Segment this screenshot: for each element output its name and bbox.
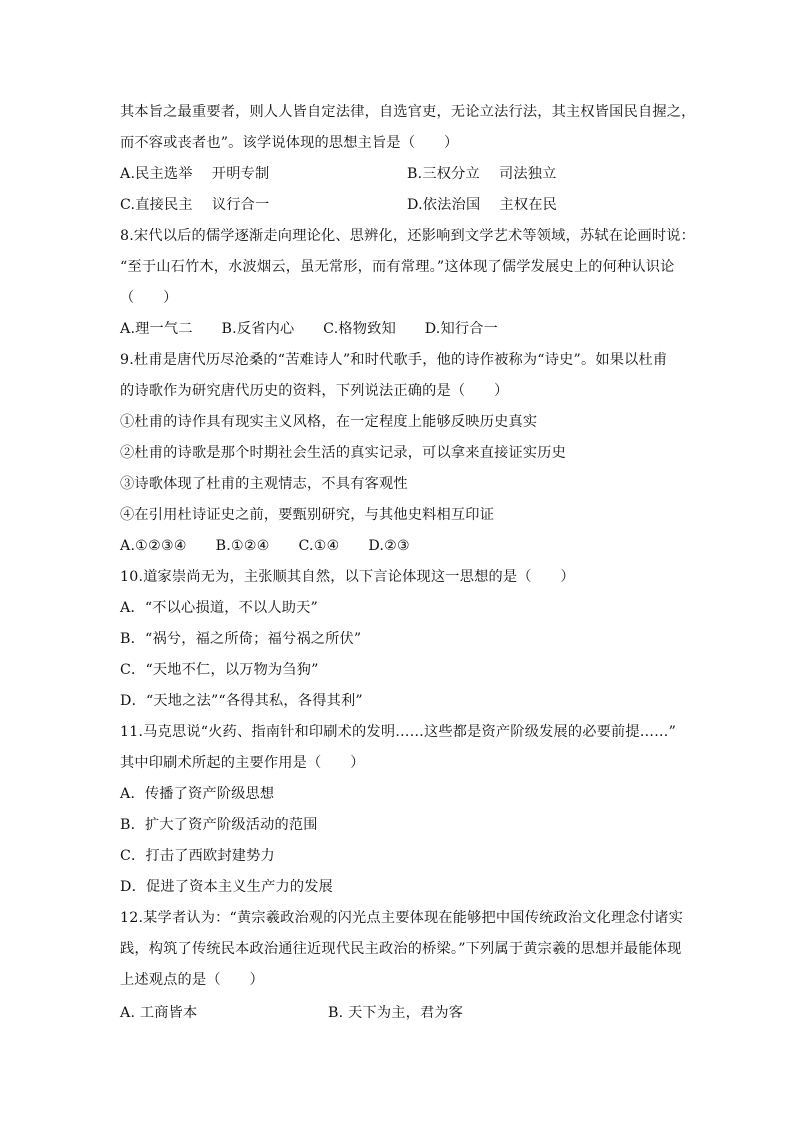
q7-option-a: A.民主选举 开明专制 [120, 166, 270, 182]
q9-options: A.①②③④ B.①②④ C.①④ D.②③ [120, 538, 410, 554]
q10-option-a: A．“不以心损道，不以人助天” [120, 600, 319, 616]
q9-statement-4: ④在引用杜诗证史之前，要甄别研究，与其他史料相互印证 [120, 507, 495, 523]
q12-option-b: B. 天下为主，君为客 [328, 1005, 464, 1021]
q7-option-c: C.直接民主 议行合一 [120, 197, 270, 213]
q10-option-d: D．“天地之法”“各得其私，各得其利” [120, 693, 363, 709]
q8-stem-line-1: 8.宋代以后的儒学逐渐走向理论化、思辨化，还影响到文学艺术等领域，苏轼在论画时说： [120, 228, 696, 244]
q8-options: A.理一气二 B.反省内心 C.格物致知 D.知行合一 [120, 321, 499, 337]
q10-option-b: B．“祸兮，福之所倚；福兮祸之所伏” [120, 631, 362, 647]
q11-option-d: D．促进了资本主义生产力的发展 [120, 879, 334, 895]
q9-stem-line-2: 的诗歌作为研究唐代历史的资料，下列说法正确的是（ ） [120, 383, 509, 399]
q12-stem-line-3: 上述观点的是（ ） [120, 972, 264, 988]
q12-option-a: A. 工商皆本 [120, 1005, 198, 1021]
q12-stem-line-2: 践，构筑了传统民本政治通往近现代民主政治的桥梁。”下列属于黄宗羲的思想并最能体现 [120, 941, 682, 957]
q9-statement-1: ①杜甫的诗作具有现实主义风格，在一定程度上能够反映历史真实 [120, 414, 538, 430]
q9-statement-3: ③诗歌体现了杜甫的主观情志，不具有客观性 [120, 476, 408, 492]
q8-stem-line-3: （ ） [120, 290, 178, 306]
q11-option-b: B．扩大了资产阶级活动的范围 [120, 817, 318, 833]
q7-stem-line-2: 而不容或丧者也”。该学说体现的思想主旨是（ ） [120, 135, 459, 151]
q12-stem-line-1: 12.某学者认为：“黄宗羲政治观的闪光点主要体现在能够把中国传统政治文化理念付诸实 [120, 910, 683, 926]
q11-option-c: C．打击了西欧封建势力 [120, 848, 275, 864]
q7-option-d: D.依法治国 主权在民 [407, 197, 557, 213]
q7-option-b: B.三权分立 司法独立 [407, 166, 557, 182]
q7-stem-line-1: 其本旨之最重要者，则人人皆自定法律，自选官吏，无论立法行法，其主权皆国民自握之， [120, 104, 696, 120]
q8-stem-line-2: “至于山石竹木，水波烟云，虽无常形，而有常理。”这体现了儒学发展史上的何种认识论 [120, 259, 675, 275]
q9-statement-2: ②杜甫的诗歌是那个时期社会生活的真实记录，可以拿来直接证实历史 [120, 445, 567, 461]
q9-stem-line-1: 9.杜甫是唐代历尽沧桑的“苦难诗人”和时代歌手，他的诗作被称为“诗史”。如果以杜甫 [120, 352, 668, 368]
q10-option-c: C．“天地不仁，以万物为刍狗” [120, 662, 319, 678]
q11-option-a: A．传播了资产阶级思想 [120, 786, 275, 802]
q11-stem-line-1: 11.马克思说“火药、指南针和印刷术的发明……这些都是资产阶级发展的必要前提……” [120, 724, 677, 740]
q11-stem-line-2: 其中印刷术所起的主要作用是（ ） [120, 755, 365, 771]
q10-stem: 10.道家崇尚无为，主张顺其自然，以下言论体现这一思想的是（ ） [120, 569, 575, 585]
